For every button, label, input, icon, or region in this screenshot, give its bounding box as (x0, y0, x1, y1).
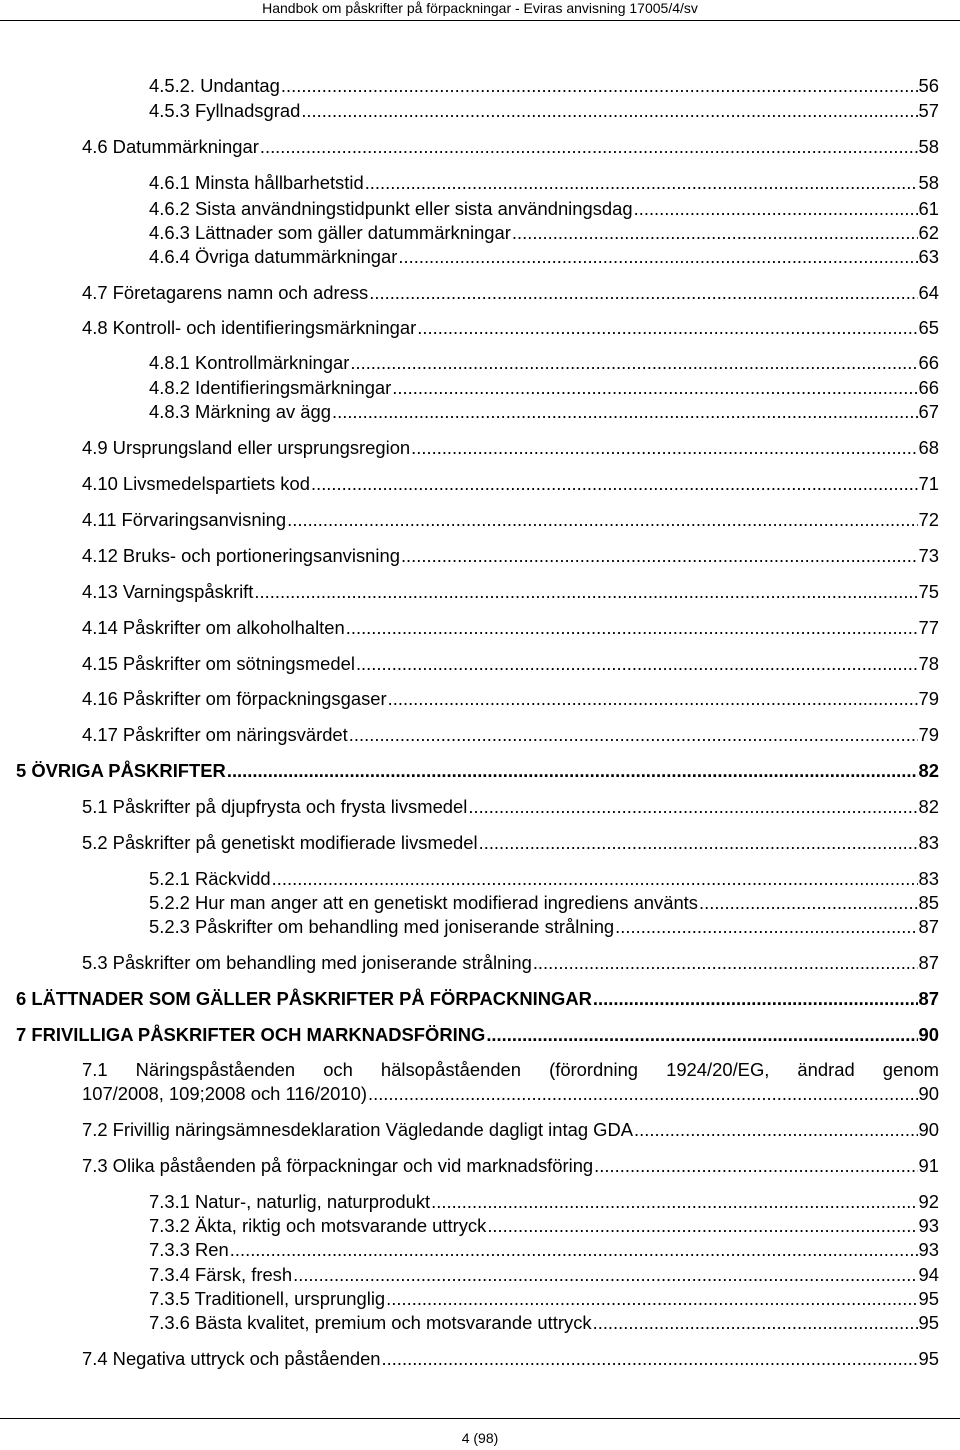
toc-leader (349, 723, 918, 747)
toc-entry[interactable] (0, 687, 960, 711)
toc-entry[interactable] (0, 652, 960, 676)
page-number: 4 (98) (461, 1430, 499, 1446)
toc-entry[interactable] (0, 1238, 960, 1262)
toc-leader (699, 891, 918, 915)
toc-entry[interactable] (0, 400, 960, 424)
toc-entry[interactable] (0, 281, 960, 305)
toc-entry-title: 7.3.3 Ren (149, 1239, 229, 1260)
toc-entry-page: 94 (918, 1264, 939, 1285)
toc-leader (350, 351, 917, 375)
toc-entry[interactable] (0, 1287, 960, 1311)
toc-entry-title: 7.3.5 Traditionell, ursprunglig (149, 1288, 386, 1309)
toc-leader (533, 951, 918, 975)
toc-entry-title: 107/2008, 109;2008 och 116/2010) (82, 1083, 367, 1104)
toc-entry-page: 64 (918, 282, 939, 303)
toc-entry-title: 4.6.1 Minsta hållbarhetstid (149, 172, 364, 193)
toc-entry-title: 7 FRIVILLIGA PÅSKRIFTER OCH MARKNADSFÖRING (16, 1024, 486, 1045)
toc-entry[interactable] (0, 1311, 960, 1335)
toc-entry[interactable] (0, 99, 960, 123)
toc-entry-title: 4.8 Kontroll- och identifieringsmärkningar (82, 317, 417, 338)
toc-entry-title: 4.14 Påskrifter om alkoholhalten (82, 617, 345, 638)
toc-leader (401, 544, 918, 568)
toc-entry-title: 4.10 Livsmedelspartiets kod (82, 473, 310, 494)
toc-entry-title: 5.2 Påskrifter på genetiskt modifierade livsmedel (82, 832, 478, 853)
toc-entry-page: 65 (918, 317, 939, 338)
toc-leader (593, 1311, 918, 1335)
toc-leader (346, 616, 918, 640)
toc-leader (365, 171, 918, 195)
toc-leader (431, 1190, 917, 1214)
toc-entry[interactable] (0, 316, 960, 340)
toc-leader (281, 74, 918, 98)
toc-entry-wrapped-first-line[interactable]: 7.1 Näringspåståenden och hälsopåståenden (förordning 1924/20/EG, ändrad genom (82, 1059, 939, 1080)
toc-entry-title: 7.3.2 Äkta, riktig och motsvarande uttryck (149, 1215, 487, 1236)
toc-entry-title: 4.7 Företagarens namn och adress (82, 282, 369, 303)
toc-entry[interactable] (0, 1082, 960, 1106)
toc-entry-page: 95 (918, 1312, 939, 1333)
toc-entry-page: 87 (918, 916, 939, 937)
toc-entry[interactable] (0, 221, 960, 245)
toc-leader (382, 1347, 918, 1371)
toc-entry-page: 62 (918, 222, 939, 243)
toc-leader (487, 1214, 917, 1238)
toc-entry-title: 7.3 Olika påståenden på förpackningar och vid marknadsföring (82, 1155, 594, 1176)
toc-leader (287, 508, 917, 532)
toc-leader (594, 1154, 917, 1178)
toc-entry-page: 72 (918, 509, 939, 530)
toc-leader (411, 436, 917, 460)
toc-entry-page: 91 (918, 1155, 939, 1176)
toc-entry-page: 95 (918, 1288, 939, 1309)
toc-entry-chapter[interactable] (0, 1023, 960, 1047)
toc-entry-page: 75 (918, 581, 939, 602)
toc-entry[interactable] (0, 1214, 960, 1238)
toc-entry[interactable] (0, 867, 960, 891)
toc-leader (479, 831, 918, 855)
toc-entry-title: 7.4 Negativa uttryck och påståenden (82, 1348, 381, 1369)
toc-entry-title: 7.3.6 Bästa kvalitet, premium och motsvarande uttryck (149, 1312, 592, 1333)
toc-entry[interactable] (0, 197, 960, 221)
toc-leader (368, 1082, 918, 1106)
toc-entry-page: 61 (918, 198, 939, 219)
toc-entry-title: 4.6.2 Sista användningstidpunkt eller sista användningsdag (149, 198, 633, 219)
toc-entry-page: 92 (918, 1191, 939, 1212)
toc-entry-page: 78 (918, 653, 939, 674)
toc-entry-page: 93 (918, 1215, 939, 1236)
toc-leader (311, 472, 918, 496)
toc-leader (468, 795, 917, 819)
toc-entry-page: 83 (918, 868, 939, 889)
toc-entry[interactable] (0, 436, 960, 460)
toc-entry-page: 68 (918, 437, 939, 458)
toc-leader (293, 1263, 917, 1287)
toc-entry-page: 87 (918, 988, 939, 1009)
toc-entry-title: 4.17 Påskrifter om näringsvärdet (82, 724, 348, 745)
toc-entry-page: 82 (918, 760, 939, 781)
toc-entry-title: 5.2.1 Räckvidd (149, 868, 271, 889)
toc-entry-page: 79 (918, 688, 939, 709)
toc-entry[interactable] (0, 508, 960, 532)
toc-entry-title: 7.3.1 Natur-, naturlig, naturprodukt (149, 1191, 431, 1212)
toc-entry[interactable] (0, 951, 960, 975)
toc-entry-title: 4.13 Varningspåskrift (82, 581, 254, 602)
toc-entry-page: 66 (918, 377, 939, 398)
toc-entry-title: 5.2.3 Påskrifter om behandling med joniserande strålning (149, 916, 615, 937)
toc-entry-page: 90 (918, 1083, 939, 1104)
toc-entry-page: 79 (918, 724, 939, 745)
toc-leader (417, 316, 917, 340)
toc-entry-page: 57 (918, 100, 939, 121)
toc-leader (398, 245, 917, 269)
toc-entry[interactable] (0, 1263, 960, 1287)
toc-entry[interactable] (0, 915, 960, 939)
toc-entry-page: 90 (918, 1119, 939, 1140)
toc-leader (356, 652, 918, 676)
toc-entry-title: 7.2 Frivillig näringsämnesdeklaration Vägledande dagligt intag GDA (82, 1119, 634, 1140)
toc-leader (260, 135, 918, 159)
toc-entry-page: 90 (918, 1024, 939, 1045)
toc-entry[interactable] (0, 831, 960, 855)
toc-leader (634, 197, 918, 221)
toc-entry-chapter[interactable] (0, 759, 960, 783)
toc-entry-title: 4.5.2. Undantag (149, 75, 280, 96)
toc-leader (369, 281, 917, 305)
toc-entry-title: 5.1 Påskrifter på djupfrysta och frysta livsmedel (82, 796, 468, 817)
running-header: Handbok om påskrifter på förpackningar - Eviras anvisning 17005/4/sv (262, 0, 698, 16)
toc-entry[interactable] (0, 74, 960, 98)
toc-entry-page: 87 (918, 952, 939, 973)
toc-entry-page: 85 (918, 892, 939, 913)
toc-entry-title: 4.8.2 Identifieringsmärkningar (149, 377, 392, 398)
toc-entry[interactable] (0, 472, 960, 496)
toc-entry[interactable] (0, 1154, 960, 1178)
toc-leader (332, 400, 918, 424)
toc-entry-page: 77 (918, 617, 939, 638)
toc-entry-title: 4.6.4 Övriga datummärkningar (149, 246, 398, 267)
toc-leader (301, 99, 917, 123)
toc-entry-chapter[interactable] (0, 987, 960, 1011)
toc-leader (388, 687, 918, 711)
toc-entry-title: 4.15 Påskrifter om sötningsmedel (82, 653, 355, 674)
toc-entry-title: 4.5.3 Fyllnadsgrad (149, 100, 301, 121)
toc-entry-title: 4.9 Ursprungsland eller ursprungsregion (82, 437, 411, 458)
toc-entry[interactable] (0, 1190, 960, 1214)
toc-entry-page: 93 (918, 1239, 939, 1260)
toc-leader (272, 867, 918, 891)
toc-entry-title: 7.3.4 Färsk, fresh (149, 1264, 293, 1285)
header-rule (0, 20, 960, 21)
toc-entry-page: 58 (918, 136, 939, 157)
footer-rule (0, 1418, 960, 1419)
toc-leader (486, 1023, 917, 1047)
toc-entry[interactable] (0, 1118, 960, 1142)
toc-entry-title: 4.12 Bruks- och portioneringsanvisning (82, 545, 400, 566)
toc-leader (386, 1287, 917, 1311)
toc-entry[interactable] (0, 135, 960, 159)
toc-entry-title: 6 LÄTTNADER SOM GÄLLER PÅSKRIFTER PÅ FÖRPACKNINGAR (16, 988, 592, 1009)
toc-leader (615, 915, 917, 939)
toc-entry[interactable] (0, 723, 960, 747)
toc-entry-page: 83 (918, 832, 939, 853)
toc-entry-title: 5.2.2 Hur man anger att en genetiskt modifierad ingrediens använts (149, 892, 698, 913)
toc-leader (254, 580, 917, 604)
toc-entry-title: 4.8.3 Märkning av ägg (149, 401, 331, 422)
toc-entry[interactable] (0, 376, 960, 400)
toc-entry[interactable] (0, 616, 960, 640)
toc-leader (227, 759, 918, 783)
toc-leader (593, 987, 918, 1011)
toc-entry-title: 5.3 Påskrifter om behandling med joniserande strålning (82, 952, 532, 973)
toc-entry[interactable] (0, 544, 960, 568)
toc-entry-title: 4.6.3 Lättnader som gäller datummärkningar (149, 222, 511, 243)
toc-entry-title: 4.11 Förvaringsanvisning (82, 509, 287, 530)
toc-entry[interactable] (0, 795, 960, 819)
toc-entry-page: 67 (918, 401, 939, 422)
toc-entry-title: 4.16 Påskrifter om förpackningsgaser (82, 688, 387, 709)
toc-entry-page: 73 (918, 545, 939, 566)
toc-entry-page: 66 (918, 352, 939, 373)
toc-entry-page: 82 (918, 796, 939, 817)
toc-leader (230, 1238, 918, 1262)
toc-entry-title: 4.8.1 Kontrollmärkningar (149, 352, 350, 373)
toc-entry-page: 58 (918, 172, 939, 193)
toc-entry[interactable] (0, 171, 960, 195)
toc-leader (392, 376, 917, 400)
toc-entry-title: 4.6 Datummärkningar (82, 136, 259, 157)
toc-leader (634, 1118, 918, 1142)
toc-entry[interactable] (0, 351, 960, 375)
toc-leader (512, 221, 918, 245)
toc-entry-page: 71 (918, 473, 939, 494)
toc-entry[interactable] (0, 1347, 960, 1371)
toc-entry[interactable] (0, 580, 960, 604)
toc-entry-page: 56 (918, 75, 939, 96)
toc-entry[interactable] (0, 891, 960, 915)
toc-entry-page: 95 (918, 1348, 939, 1369)
toc-entry-title: 5 ÖVRIGA PÅSKRIFTER (16, 760, 226, 781)
toc-entry[interactable] (0, 245, 960, 269)
toc-entry-page: 63 (918, 246, 939, 267)
